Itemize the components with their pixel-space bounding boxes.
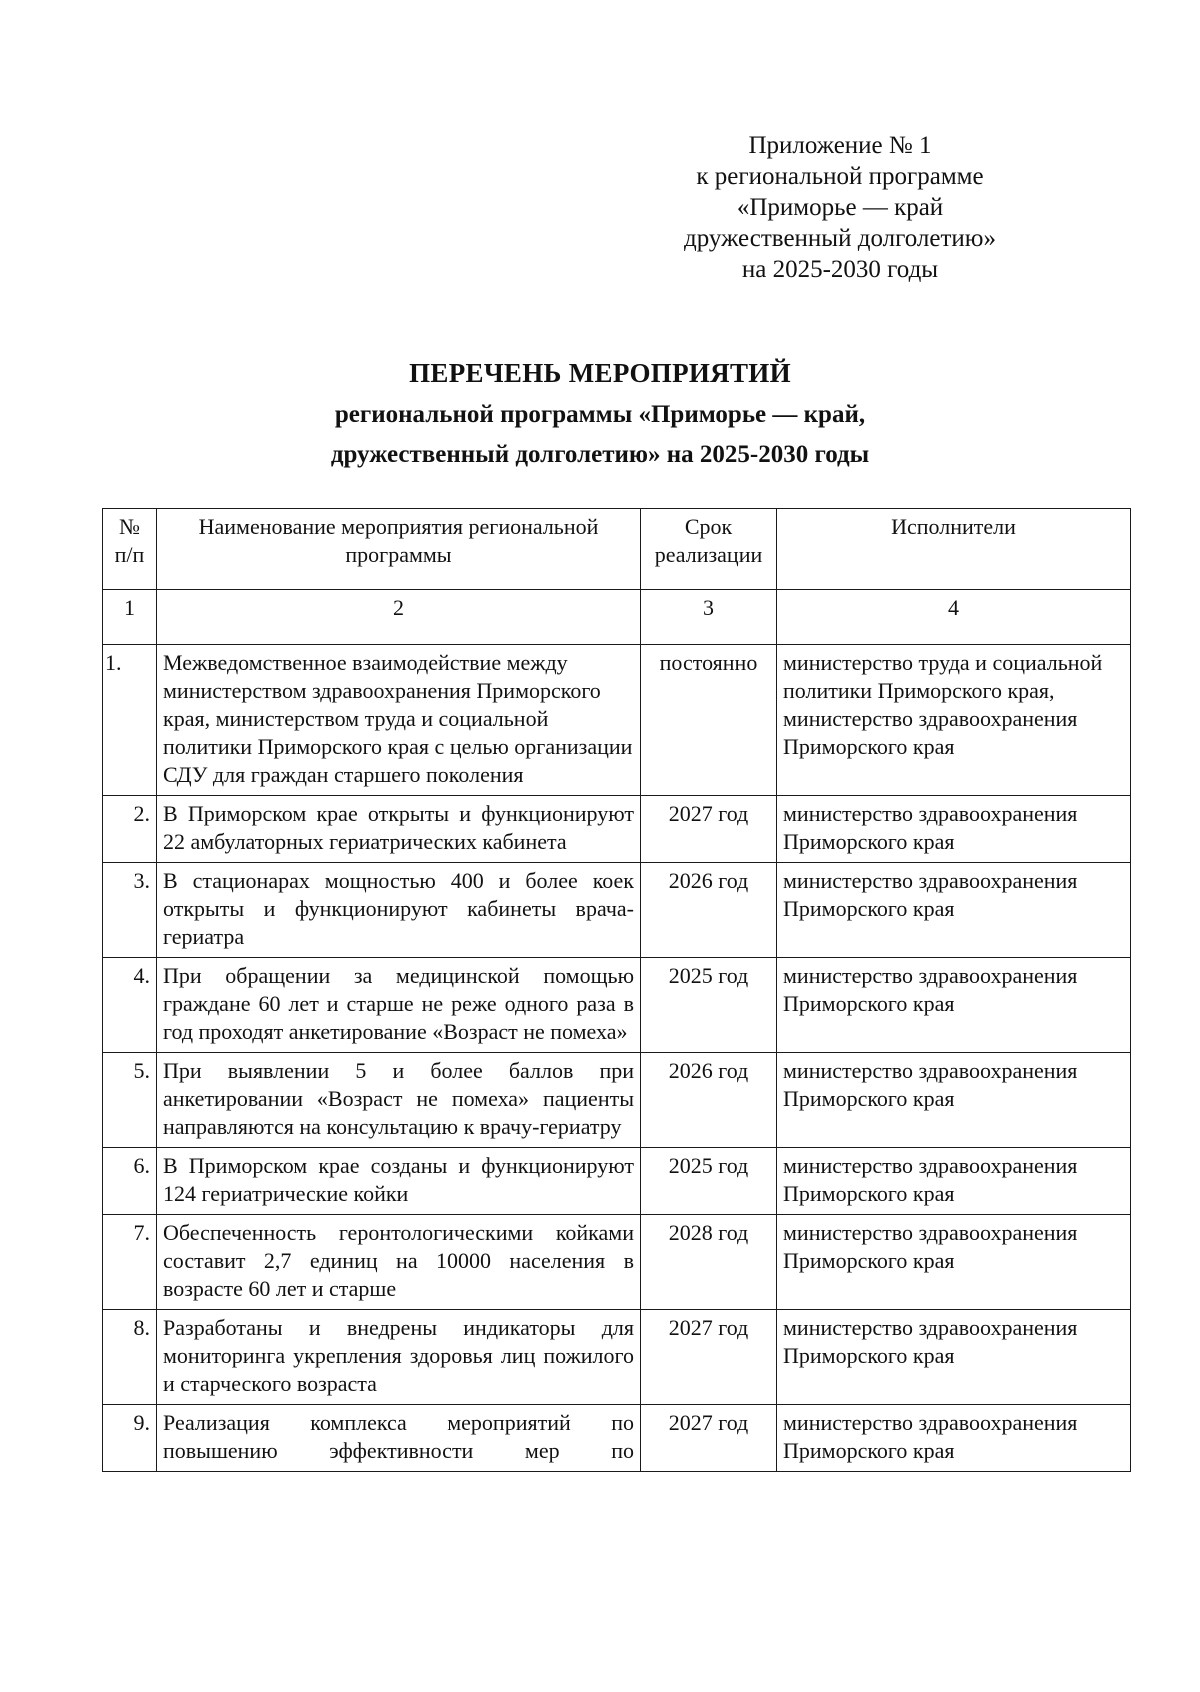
row-executors: министерство здравоохранения Приморского края bbox=[777, 1405, 1131, 1472]
column-number: 2 bbox=[157, 590, 641, 645]
appendix-line-2: к региональной программе bbox=[696, 163, 984, 190]
header-name: Наименование мероприятия региональной программы bbox=[157, 509, 641, 590]
activities-table bbox=[102, 508, 1131, 1472]
row-term: постоянно bbox=[641, 645, 777, 796]
row-term: 2027 год bbox=[641, 1405, 777, 1472]
row-term: 2026 год bbox=[641, 1053, 777, 1148]
row-activity: Разработаны и внедрены индикаторы для мониторинга укрепления здоровья лиц пожилого и старческого возраста bbox=[157, 1310, 641, 1405]
header-term: Срок реализации bbox=[641, 509, 777, 590]
row-term: 2027 год bbox=[641, 1310, 777, 1405]
header-executors: Исполнители bbox=[777, 509, 1131, 590]
row-number: 2. bbox=[103, 796, 157, 863]
title-line-2: региональной программы «Приморье — край, bbox=[334, 401, 866, 428]
appendix-line-3: «Приморье — край bbox=[736, 194, 944, 221]
row-activity: Обеспеченность геронтологическими койками составит 2,7 единиц на 10000 населения в возрасте 60 лет и старше bbox=[157, 1215, 641, 1310]
column-number: 3 bbox=[641, 590, 777, 645]
table-row bbox=[103, 796, 1131, 863]
title-line-3: дружественный долголетию» на 2025-2030 годы bbox=[330, 441, 870, 468]
table-row bbox=[103, 958, 1131, 1053]
table-row bbox=[103, 1148, 1131, 1215]
appendix-note bbox=[640, 130, 1040, 285]
column-number: 1 bbox=[103, 590, 157, 645]
row-activity: Реализация комплекса мероприятий по повышению эффективности мер по bbox=[157, 1405, 641, 1472]
table-header-row bbox=[103, 509, 1131, 590]
row-activity: Межведомственное взаимодействие между министерством здравоохранения Приморского края, министерством труда и социальной политики Приморского края с целью организации СДУ для граждан старшего поколения bbox=[157, 645, 641, 796]
table-row bbox=[103, 1053, 1131, 1148]
table-row bbox=[103, 645, 1131, 796]
title-line-1: ПЕРЕЧЕНЬ МЕРОПРИЯТИЙ bbox=[409, 358, 791, 388]
row-executors: министерство здравоохранения Приморского края bbox=[777, 1148, 1131, 1215]
row-number: 7. bbox=[103, 1215, 157, 1310]
row-term: 2027 год bbox=[641, 796, 777, 863]
row-number: 8. bbox=[103, 1310, 157, 1405]
row-activity: В Приморском крае открыты и функционируют 22 амбулаторных гериатрических кабинета bbox=[157, 796, 641, 863]
row-number: 5. bbox=[103, 1053, 157, 1148]
row-executors: министерство здравоохранения Приморского края bbox=[777, 863, 1131, 958]
document-title bbox=[100, 355, 1100, 473]
row-number: 3. bbox=[103, 863, 157, 958]
row-term: 2028 год bbox=[641, 1215, 777, 1310]
table-row bbox=[103, 1310, 1131, 1405]
row-executors: министерство здравоохранения Приморского края bbox=[777, 796, 1131, 863]
appendix-line-4: дружественный долголетию» bbox=[684, 225, 996, 252]
row-number: 9. bbox=[103, 1405, 157, 1472]
row-number: 1. bbox=[103, 645, 157, 796]
row-term: 2025 год bbox=[641, 1148, 777, 1215]
column-number: 4 bbox=[777, 590, 1131, 645]
row-term: 2025 год bbox=[641, 958, 777, 1053]
row-executors: министерство здравоохранения Приморского края bbox=[777, 958, 1131, 1053]
row-executors: министерство здравоохранения Приморского края bbox=[777, 1053, 1131, 1148]
row-number: 6. bbox=[103, 1148, 157, 1215]
appendix-line-5: на 2025-2030 годы bbox=[741, 256, 939, 283]
row-executors: министерство здравоохранения Приморского края bbox=[777, 1310, 1131, 1405]
row-activity: В стационарах мощностью 400 и более коек открыты и функционируют кабинеты врача-гериатра bbox=[157, 863, 641, 958]
row-activity: В Приморском крае созданы и функционируют 124 гериатрические койки bbox=[157, 1148, 641, 1215]
appendix-line-1: Приложение № 1 bbox=[748, 132, 932, 159]
table-row bbox=[103, 1215, 1131, 1310]
row-activity: При выявлении 5 и более баллов при анкетировании «Возраст не помеха» пациенты направляются на консультацию к врачу-гериатру bbox=[157, 1053, 641, 1148]
row-activity: При обращении за медицинской помощью граждане 60 лет и старше не реже одного раза в год проходят анкетирование «Возраст не помеха» bbox=[157, 958, 641, 1053]
row-executors: министерство здравоохранения Приморского края bbox=[777, 1215, 1131, 1310]
table-row bbox=[103, 863, 1131, 958]
row-executors: министерство труда и социальной политики Приморского края, министерство здравоохранения Приморского края bbox=[777, 645, 1131, 796]
table-row bbox=[103, 1405, 1131, 1472]
row-term: 2026 год bbox=[641, 863, 777, 958]
header-num: № п/п bbox=[103, 509, 157, 590]
row-number: 4. bbox=[103, 958, 157, 1053]
column-number-row bbox=[103, 590, 1131, 645]
